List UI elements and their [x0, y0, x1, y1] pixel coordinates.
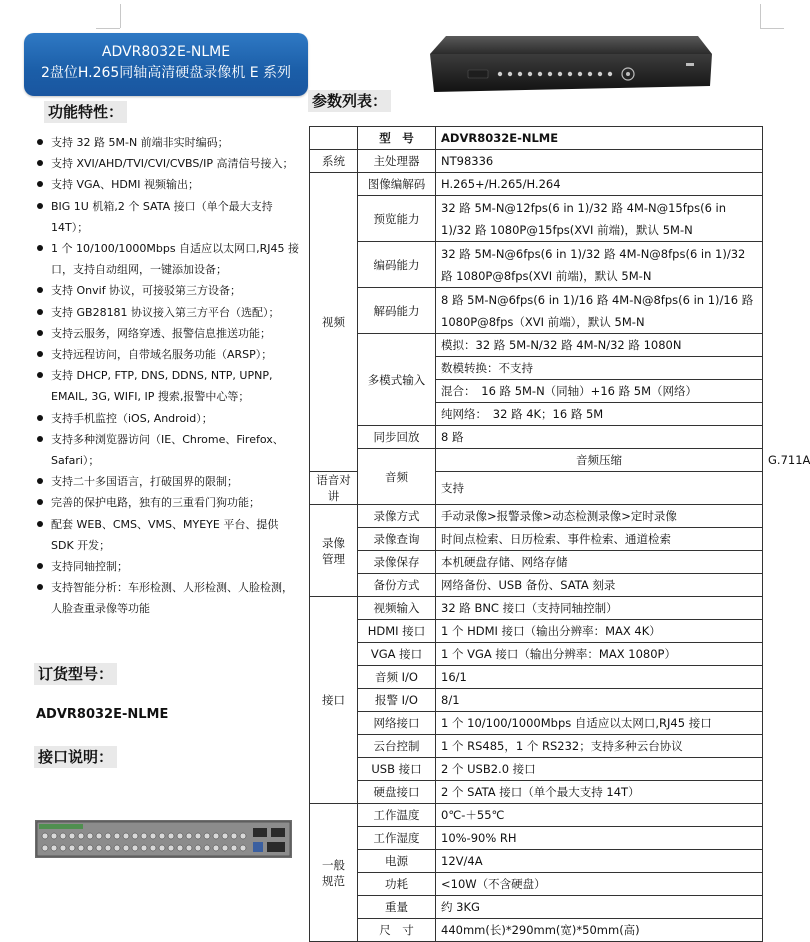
- group-interface: 接口: [310, 597, 358, 804]
- row-value: 时间点检索、日历检索、事件检索、通道检索: [436, 528, 763, 551]
- table-row: [310, 643, 763, 666]
- row-value: 10%-90% RH: [436, 827, 763, 850]
- table-row: [310, 827, 763, 850]
- row-label: 备份方式: [358, 574, 436, 597]
- spec-table: [309, 126, 810, 942]
- row-value: NT98336: [436, 150, 763, 173]
- list-item: 1 个 10/100/1000Mbps 自适应以太网口,RJ45 接口，支持自动组网，一键添加设备；: [34, 238, 302, 280]
- group-video: 视频: [310, 173, 358, 472]
- row-label: 预览能力: [358, 196, 436, 242]
- row-label: 重量: [358, 896, 436, 919]
- row-value: 约 3KG: [436, 896, 763, 919]
- row-value: 1 个 HDMI 接口（输出分辨率：MAX 4K）: [436, 620, 763, 643]
- row-value: <10W（不含硬盘）: [436, 873, 763, 896]
- row-value: 网络备份、USB 备份、SATA 刻录: [436, 574, 763, 597]
- table-row: [310, 804, 763, 827]
- table-row: [310, 242, 763, 288]
- list-item: 支持 VGA、HDMI 视频输出；: [34, 174, 302, 195]
- row-label: 电源: [358, 850, 436, 873]
- row-label: 图像编解码: [358, 173, 436, 196]
- row-label: 音频 I/O: [358, 666, 436, 689]
- crop-mark: [96, 28, 120, 29]
- row-label: USB 接口: [358, 758, 436, 781]
- list-item: 支持智能分析：车形检测、人形检测、人脸检测，人脸查重录像等功能: [34, 577, 302, 619]
- row-label: 录像方式: [358, 505, 436, 528]
- row-value: 1 个 10/100/1000Mbps 自适应以太网口,RJ45 接口: [436, 712, 763, 735]
- header-value: ADVR8032E-NLME: [436, 127, 763, 150]
- table-row: [310, 127, 763, 150]
- table-row: [310, 574, 763, 597]
- table-row: [310, 666, 763, 689]
- row-value: H.265+/H.265/H.264: [436, 173, 763, 196]
- list-item: 支持远程访问，自带域名服务功能（ARSP）；: [34, 344, 302, 365]
- row-value: 8 路: [436, 426, 763, 449]
- header-label: 型 号: [358, 127, 436, 150]
- group-record-line2: 管理: [322, 551, 345, 566]
- table-row: [310, 873, 763, 896]
- list-item: 支持手机监控（iOS, Android）；: [34, 408, 302, 429]
- list-item: 支持同轴控制；: [34, 556, 302, 577]
- order-model: ADVR8032E-NLME: [36, 707, 169, 722]
- table-row: [310, 896, 763, 919]
- table-row: [310, 288, 763, 334]
- list-item: 支持 32 路 5M-N 前端非实时编码；: [34, 132, 302, 153]
- row-value: 支持: [436, 472, 763, 505]
- crop-mark: [120, 4, 121, 28]
- list-item: 配套 WEB、CMS、VMS、MYEYE 平台、提供 SDK 开发；: [34, 514, 302, 556]
- table-row: [310, 781, 763, 804]
- table-row: [310, 150, 763, 173]
- table-row: [310, 505, 763, 528]
- table-row: [310, 334, 763, 426]
- row-label: 录像查询: [358, 528, 436, 551]
- table-row: 音频 音频压缩 G.711A: [310, 449, 763, 472]
- list-item: 支持多种浏览器访问（IE、Chrome、Firefox、Safari）；: [34, 429, 302, 471]
- row-value: 1 个 VGA 接口（输出分辨率：MAX 1080P）: [436, 643, 763, 666]
- table-row: [310, 620, 763, 643]
- row-label: 录像保存: [358, 551, 436, 574]
- group-record: [310, 505, 358, 597]
- order-title: 订货型号：: [34, 663, 117, 685]
- table-row: [310, 735, 763, 758]
- row-value: 1 个 RS485，1 个 RS232；支持多种云台协议: [436, 735, 763, 758]
- row-value: 32 路 BNC 接口（支持同轴控制）: [436, 597, 763, 620]
- row-label: 主处理器: [358, 150, 436, 173]
- row-value: 32 路 5M-N@6fps(6 in 1)/32 路 4M-N@8fps(6 in 1)/32 路 1080P@8fps(XVI 前端)，默认 5M-N: [436, 242, 763, 288]
- row-label: 视频输入: [358, 597, 436, 620]
- crop-mark: [760, 28, 784, 29]
- banner-model: ADVR8032E-NLME: [101, 44, 231, 60]
- multimode-analog: 模拟：32 路 5M-N/32 路 4M-N/32 路 1080N: [436, 334, 762, 357]
- multimode-network: 纯网络： 32 路 4K；16 路 5M: [441, 407, 604, 421]
- row-value: 0℃-＋55℃: [436, 804, 763, 827]
- features-title: 功能特性：: [44, 101, 127, 123]
- row-value: [436, 334, 763, 426]
- row-label: 工作温度: [358, 804, 436, 827]
- list-item: BIG 1U 机箱,2 个 SATA 接口（单个最大支持 14T）；: [34, 196, 302, 238]
- group-audio: 音频: [358, 449, 436, 505]
- row-label: 多模式输入: [358, 334, 436, 426]
- table-row: [310, 426, 763, 449]
- device-front-image: [428, 34, 713, 94]
- row-label: 功耗: [358, 873, 436, 896]
- table-row: [310, 850, 763, 873]
- row-label: 网络接口: [358, 712, 436, 735]
- table-row: [310, 689, 763, 712]
- interface-title: 接口说明：: [34, 746, 117, 768]
- row-label: 音频压缩: [436, 449, 763, 472]
- list-item: 支持云服务，网络穿透、报警信息推送功能；: [34, 323, 302, 344]
- row-value: 手动录像>报警录像>动态检测录像>定时录像: [436, 505, 763, 528]
- crop-mark: [760, 4, 761, 28]
- row-label: 工作湿度: [358, 827, 436, 850]
- row-value: 16/1: [436, 666, 763, 689]
- row-value: 8/1: [436, 689, 763, 712]
- row-label: 报警 I/O: [358, 689, 436, 712]
- table-row: [310, 712, 763, 735]
- multimode-digital: 数模转换：不支持: [436, 357, 762, 380]
- list-item: 支持 DHCP, FTP, DNS, DDNS, NTP, UPNP, EMAIL, 3G, WIFI, IP 搜索,报警中心等；: [34, 365, 302, 407]
- rear-panel-image: [35, 820, 292, 858]
- table-row: [310, 173, 763, 196]
- row-label: 尺 寸: [358, 919, 436, 942]
- multimode-hybrid: 混合： 16 路 5M-N（同轴）+16 路 5M（网络）: [436, 380, 762, 403]
- table-row: [310, 196, 763, 242]
- list-item: 完善的保护电路，独有的三重看门狗功能；: [34, 492, 302, 513]
- table-row: [310, 758, 763, 781]
- row-value: 440mm(长)*290mm(宽)*50mm(高): [436, 919, 763, 942]
- group-general-line2: 规范: [322, 873, 345, 888]
- row-label: 解码能力: [358, 288, 436, 334]
- list-item: 支持 XVI/AHD/TVI/CVI/CVBS/IP 高清信号接入；: [34, 153, 302, 174]
- table-row: [310, 597, 763, 620]
- row-label: 硬盘接口: [358, 781, 436, 804]
- group-general: [310, 804, 358, 942]
- row-label: 同步回放: [358, 426, 436, 449]
- table-row: [310, 528, 763, 551]
- row-value: 2 个 SATA 接口（单个最大支持 14T）: [436, 781, 763, 804]
- list-item: 支持 Onvif 协议，可接驳第三方设备；: [34, 280, 302, 301]
- table-row: [310, 919, 763, 942]
- row-value: 32 路 5M-N@12fps(6 in 1)/32 路 4M-N@15fps(6 in 1)/32 路 1080P@15fps(XVI 前端)，默认 5M-N: [436, 196, 763, 242]
- row-value: 2 个 USB2.0 接口: [436, 758, 763, 781]
- row-label: VGA 接口: [358, 643, 436, 666]
- row-value: 12V/4A: [436, 850, 763, 873]
- row-value: 本机硬盘存储、网络存储: [436, 551, 763, 574]
- product-banner: [24, 33, 308, 96]
- list-item: 支持二十多国语言，打破国界的限制；: [34, 471, 302, 492]
- params-title: 参数列表：: [308, 90, 391, 112]
- banner-subtitle: 2盘位H.265同轴高清硬盘录像机 E 系列: [40, 65, 292, 81]
- row-label: 云台控制: [358, 735, 436, 758]
- row-label: 语音对讲: [310, 472, 358, 505]
- feature-list: [34, 132, 302, 620]
- group-general-line1: 一般: [322, 857, 345, 872]
- group-system: 系统: [310, 150, 358, 173]
- list-item: 支持 GB28181 协议接入第三方平台（选配）；: [34, 302, 302, 323]
- row-value: 8 路 5M-N@6fps(6 in 1)/16 路 4M-N@8fps(6 in 1)/16 路 1080P@8fps（XVI 前端），默认 5M-N: [436, 288, 763, 334]
- row-label: 编码能力: [358, 242, 436, 288]
- group-record-line1: 录像: [322, 535, 345, 550]
- table-row: [310, 551, 763, 574]
- row-label: HDMI 接口: [358, 620, 436, 643]
